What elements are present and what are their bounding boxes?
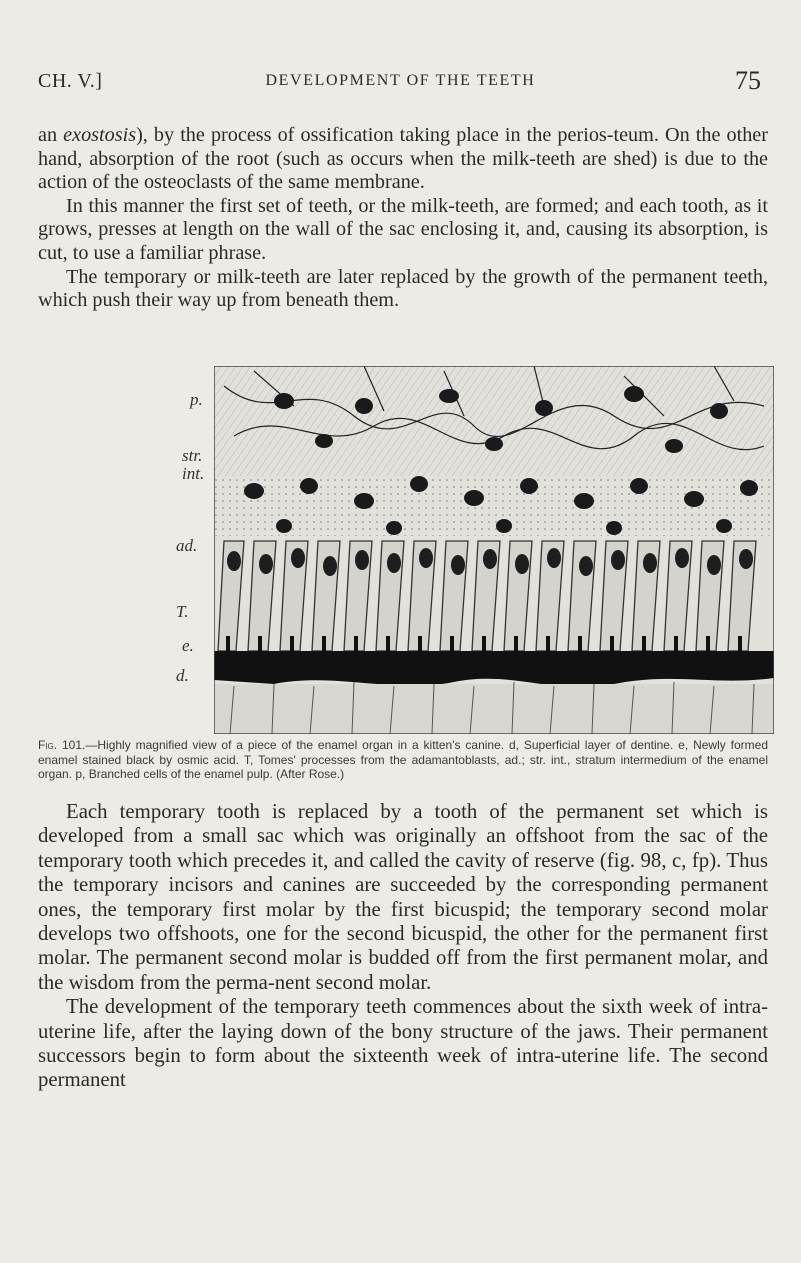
label-p: p. <box>190 390 203 409</box>
paragraph: In this manner the first set of teeth, or the milk-teeth, are formed; and each tooth, as it grows, presses at length on the wall of the sac enclosing it, and, causing its absorption, is cut, to use a familiar phrase. <box>38 194 768 264</box>
enamel-organ-illustration <box>214 366 774 734</box>
figure-101 <box>168 366 768 734</box>
running-title: DEVELOPMENT OF THE TEETH <box>265 72 536 89</box>
figure-caption: Fig. 101.—Highly magnified view of a piece of the enamel organ in a kitten's canine. d, Superficial layer of dentine. e, Newly formed enamel stained black by osmic acid. T, Tomes' processes from the adamantoblasts, ad.; str. int., stratum intermedium of the enamel organ. p, Branched cells of the enamel pulp. (After Rose.) <box>38 738 768 781</box>
body-text-top <box>38 124 768 313</box>
running-header <box>38 66 763 104</box>
paragraph: The development of the temporary teeth commences about the sixth week of intra-uterine life, after the laying down of the bony structure of the jaws. Their permanent successors begin to form about the sixteenth week of intra-uterine life. The second permanent <box>38 995 768 1092</box>
label-str: str. <box>182 446 203 465</box>
label-d: d. <box>176 666 189 685</box>
paragraph: The temporary or milk-teeth are later replaced by the growth of the permanent teeth, which push their way up from beneath them. <box>38 265 768 312</box>
chapter-label: CH. V.] <box>38 70 103 92</box>
body-text-bottom <box>38 800 768 1093</box>
label-e: e. <box>182 636 194 655</box>
label-ad: ad. <box>176 536 198 555</box>
label-T: T. <box>176 602 189 621</box>
label-int: int. <box>182 464 205 483</box>
page-number: 75 <box>735 66 761 95</box>
paragraph: Each temporary tooth is replaced by a tooth of the permanent set which is developed from a small sac which was originally an offshoot from the sac of the temporary tooth which precedes it, and called the cavity of reserve (fig. 98, c, fp). Thus the temporary incisors and canines are succeeded by the corresponding permanent ones, the temporary first molar by the first bicuspid; the temporary second molar develops two offshoots, one for the second bicuspid, the other for the permanent first molar. The permanent second molar is budded off from the first permanent molar, and the wisdom from the perma-nent second molar. <box>38 800 768 994</box>
paragraph: an exostosis), by the process of ossification taking place in the perios-teum. On the other hand, absorption of the root (such as occurs when the milk-teeth are shed) is due to the action of the osteoclasts of the same membrane. <box>38 124 768 194</box>
